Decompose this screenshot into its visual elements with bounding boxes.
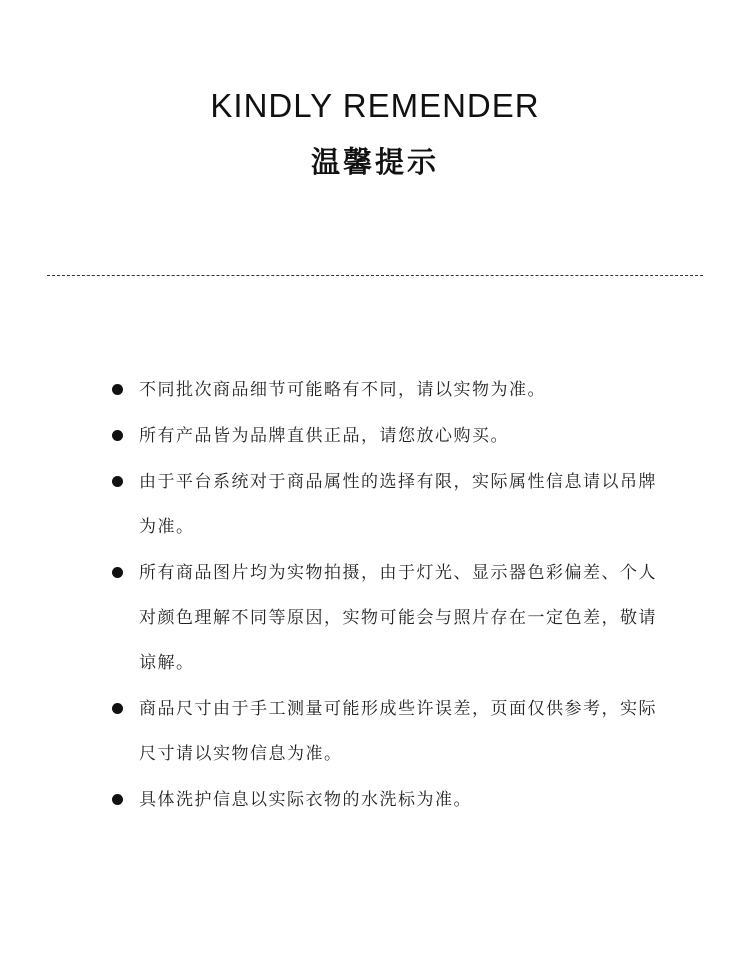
bullet-icon <box>112 567 123 578</box>
notice-text: 商品尺寸由于手工测量可能形成些许误差，页面仅供参考，实际尺寸请以实物信息为准。 <box>139 699 657 764</box>
page-title-english: KINDLY REMENDER <box>210 87 540 124</box>
list-item <box>0 551 669 686</box>
bullet-icon <box>112 794 123 805</box>
bullet-icon <box>112 384 123 395</box>
list-item <box>0 687 669 777</box>
list-item <box>0 778 669 823</box>
list-item <box>0 368 669 413</box>
notice-text: 由于平台系统对于商品属性的选择有限，实际属性信息请以吊牌为准。 <box>139 472 657 537</box>
bullet-icon <box>112 703 123 714</box>
notice-text: 具体洗护信息以实际衣物的水洗标为准。 <box>139 790 472 810</box>
bullet-icon <box>112 430 123 441</box>
bullet-icon <box>112 476 123 487</box>
list-item <box>0 460 669 550</box>
notice-text: 不同批次商品细节可能略有不同，请以实物为准。 <box>139 380 546 400</box>
page-title-chinese: 温馨提示 <box>310 145 439 179</box>
notice-list <box>0 368 750 824</box>
notice-text: 所有商品图片均为实物拍摄，由于灯光、显示器色彩偏差、个人对颜色理解不同等原因，实物可能会与照片存在一定色差，敬请谅解。 <box>139 563 657 673</box>
dashed-divider <box>47 275 703 276</box>
list-item <box>0 414 669 459</box>
notice-text: 所有产品皆为品牌直供正品，请您放心购买。 <box>139 426 509 446</box>
